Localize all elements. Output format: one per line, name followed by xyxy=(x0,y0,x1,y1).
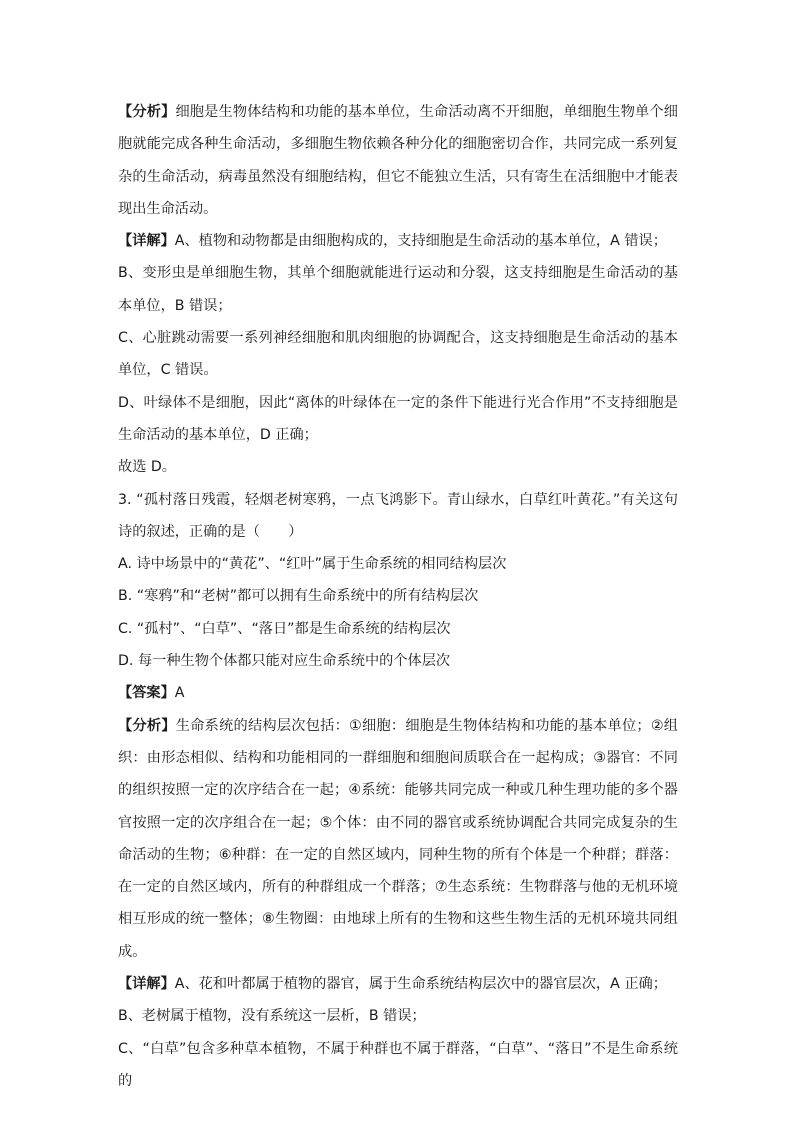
explanation-tag: 【详解】 xyxy=(118,976,175,993)
explanation-line-c xyxy=(118,322,678,387)
paragraph-text: C、心脏跳动需要一系列神经细胞和肌肉细胞的协调配合，这支持细胞是生命活动的基本单位，C 错误。 xyxy=(118,330,678,379)
paragraph-text: 生命系统的结构层次包括：①细胞：细胞是生物体结构和功能的基本单位；②组织：由形态相似、结构和功能相同的一群细胞和细胞间质联合在一起构成；③器官：不同的组织按照一定的次序结合在一起；④系统：能够共同完成一种或几种生理功能的多个器官按照一定的次序组合在一起；⑤个体：由不同的器官或系统协调配合共同完成复杂的生命活动的生物；⑥种群：在一定的自然区域内，同种生物的所有个体是一个种群；群落：在一定的自然区域内，所有的种群组成一个群落；⑦生态系统：生物群落与他的无机环境相互形成的统一整体；⑧生物圈：由地球上所有的生物和这些生物生活的无机环境共同组成。 xyxy=(118,717,678,960)
option-b xyxy=(118,580,678,612)
option-c xyxy=(118,613,678,645)
explanation-line-d xyxy=(118,387,678,452)
paragraph-text: 3. “孤村落日残霞，轻烟老树寒鸦，一点飞鸿影下。青山绿水，白草红叶黄花。”有关这句诗的叙述，正确的是（ ） xyxy=(118,491,678,540)
option-a xyxy=(118,548,678,580)
paragraph-text: A xyxy=(174,685,185,702)
explanation-line-a xyxy=(118,225,678,257)
paragraph-text: C、“白草”包含多种草本植物，不属于种群也不属于群落，“白草”、“落日”不是生命系统的 xyxy=(118,1040,678,1089)
document-page xyxy=(118,96,678,1097)
answer-line xyxy=(118,677,678,709)
analysis-paragraph-2 xyxy=(118,710,678,968)
paragraph-text: A. 诗中场景中的“黄花”、“红叶”属于生命系统的相同结构层次 xyxy=(118,556,507,573)
explanation-line-b xyxy=(118,257,678,322)
paragraph-text: A、花和叶都属于植物的器官，属于生命系统结构层次中的器官层次，A 正确； xyxy=(174,976,667,993)
explanation2-line-a xyxy=(118,968,678,1000)
answer-tag: 【答案】 xyxy=(118,685,175,702)
paragraph-text: B、变形虫是单细胞生物，其单个细胞就能进行运动和分裂，这支持细胞是生命活动的基本单位，B 错误； xyxy=(118,265,678,314)
conclusion-line xyxy=(118,451,678,483)
explanation2-line-b xyxy=(118,1000,678,1032)
paragraph-text: A、植物和动物都是由细胞构成的，支持细胞是生命活动的基本单位，A 错误； xyxy=(174,233,667,250)
paragraph-text: 细胞是生物体结构和功能的基本单位，生命活动离不开细胞，单细胞生物单个细胞就能完成各种生命活动，多细胞生物依赖各种分化的细胞密切合作，共同完成一系列复杂的生命活动，病毒虽然没有细胞结构，但它不能独立生活，只有寄生在活细胞中才能表现出生命活动。 xyxy=(118,104,678,217)
paragraph-text: B. “寒鸦”和“老树”都可以拥有生命系统中的所有结构层次 xyxy=(118,588,479,605)
paragraph-text: C. “孤村”、“白草”、“落日”都是生命系统的结构层次 xyxy=(118,620,451,637)
analysis-tag: 【分析】 xyxy=(118,717,176,734)
analysis-paragraph-1 xyxy=(118,96,678,225)
paragraph-text: D. 每一种生物个体都只能对应生命系统中的个体层次 xyxy=(118,653,451,670)
paragraph-text: D、叶绿体不是细胞，因此“离体的叶绿体在一定的条件下能进行光合作用”不支持细胞是生命活动的基本单位，D 正确； xyxy=(118,394,678,443)
option-d xyxy=(118,645,678,677)
explanation2-line-c xyxy=(118,1033,678,1098)
analysis-tag: 【分析】 xyxy=(118,104,176,120)
explanation-tag: 【详解】 xyxy=(118,233,175,250)
paragraph-text: B、老树属于植物，没有系统这一层析，B 错误； xyxy=(118,1008,426,1025)
paragraph-text: 故选 D。 xyxy=(118,459,176,476)
question-3-stem xyxy=(118,484,678,549)
